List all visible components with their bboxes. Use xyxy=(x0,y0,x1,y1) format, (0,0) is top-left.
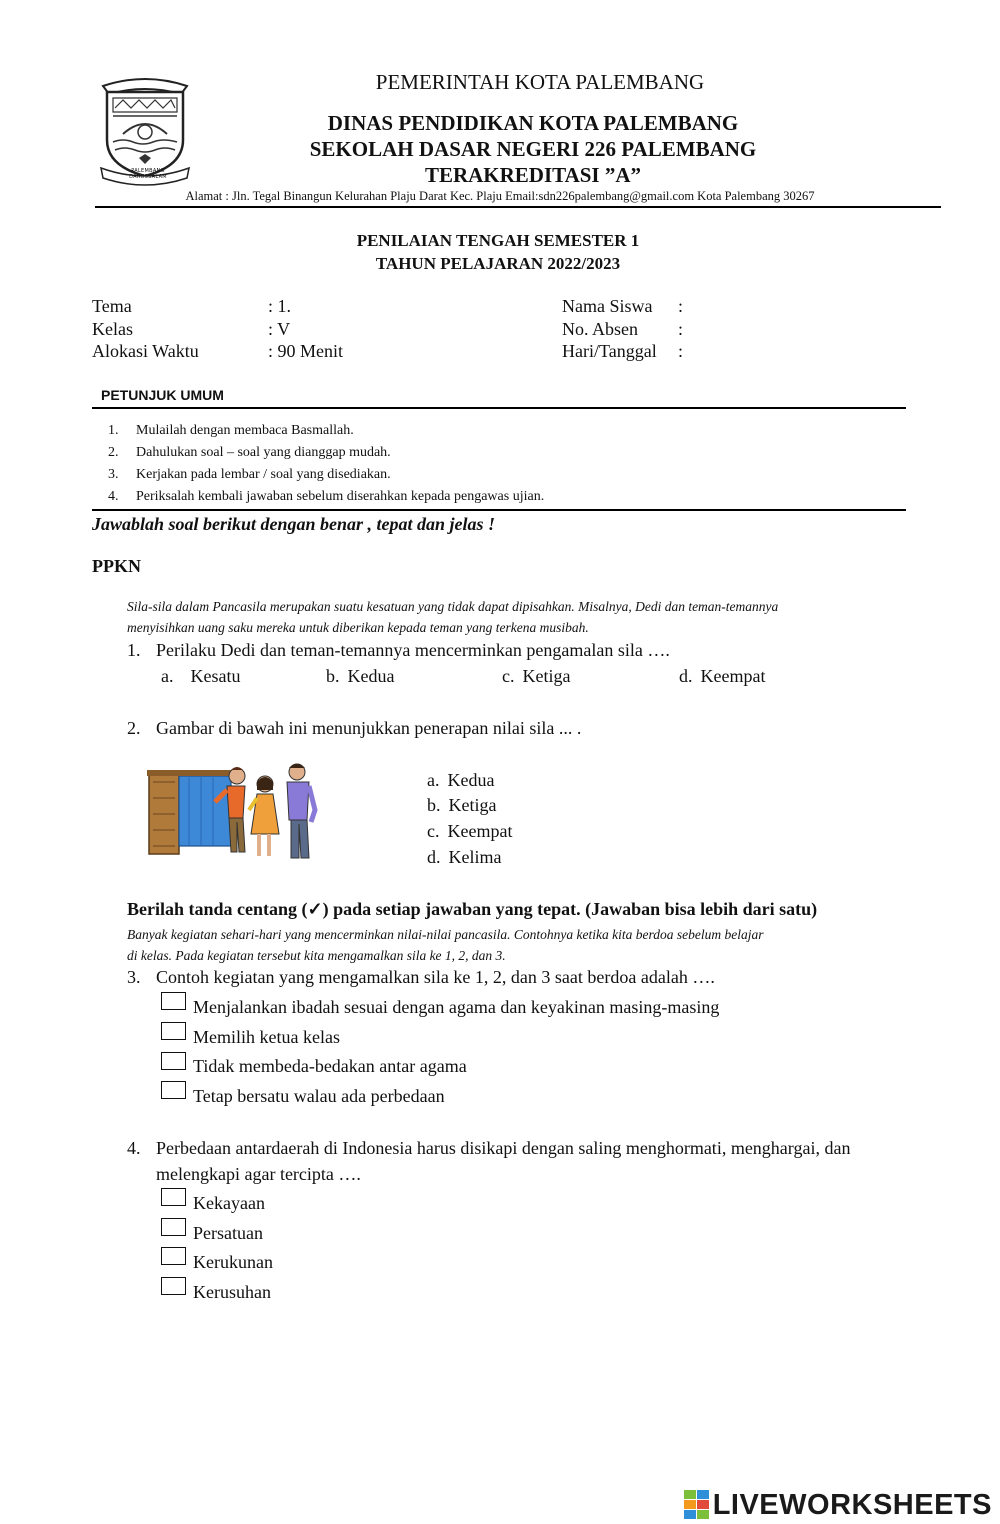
question-3-number: 3. xyxy=(127,967,141,987)
q3-checkbox-1[interactable] xyxy=(161,992,186,1010)
info-value-nama[interactable]: : xyxy=(678,296,684,316)
accreditation-heading: TERAKREDITASI ”A” xyxy=(424,163,642,187)
q4-checkbox-4[interactable] xyxy=(161,1277,186,1295)
info-label-nama: Nama Siswa xyxy=(562,296,653,316)
q1-option-a[interactable]: a. Kesatu xyxy=(161,666,241,686)
list-item: 2. Dahulukan soal – soal yang dianggap mudah. xyxy=(108,445,391,460)
q3-option-2: Memilih ketua kelas xyxy=(193,1027,340,1047)
info-value-tema: : 1. xyxy=(268,296,292,316)
instructions-bottom-divider xyxy=(92,509,906,511)
story-text-1: Sila-sila dalam Pancasila merupakan suatu kesatuan yang tidak dapat dipisahkan. Misalnya, Dedi dan teman-temannya menyisihkan uang saku mereka untuk diberikan kepada teman yang terkena musibah. xyxy=(127,599,779,635)
q2-option-c[interactable]: c. Keempat xyxy=(427,821,513,841)
q4-option-4: Kerusuhan xyxy=(193,1282,271,1302)
list-item: 1. Mulailah dengan membaca Basmallah. xyxy=(108,423,354,438)
q4-option-2: Persatuan xyxy=(193,1223,263,1243)
q4-checkbox-1[interactable] xyxy=(161,1188,186,1206)
q4-checkbox-2[interactable] xyxy=(161,1218,186,1236)
checkbox-section-heading: Berilah tanda centang (✓) pada setiap jawaban yang tepat. (Jawaban bisa lebih dari satu) xyxy=(127,899,818,919)
liveworksheets-logo-icon xyxy=(684,1490,710,1520)
info-label-absen: No. Absen xyxy=(562,319,638,339)
info-value-kelas: : V xyxy=(268,319,291,339)
story-text-2: Banyak kegiatan sehari-hari yang mencerminkan nilai-nilai pancasila. Contohnya ketika kita berdoa sebelum belajar di kelas. Pada kegiatan tersebut kita mengamalkan sila ke 1, 2, dan 3. xyxy=(127,927,764,963)
question-1-number: 1. xyxy=(127,640,141,660)
header-divider xyxy=(95,206,941,208)
q3-checkbox-2[interactable] xyxy=(161,1022,186,1040)
info-label-alokasi: Alokasi Waktu xyxy=(92,341,199,361)
q4-option-1: Kekayaan xyxy=(193,1193,265,1213)
liveworksheets-watermark xyxy=(684,1488,992,1522)
question-2-text: Gambar di bawah ini menunjukkan penerapan nilai sila ... . xyxy=(156,718,582,738)
info-value-absen[interactable]: : xyxy=(678,319,684,339)
q1-option-d[interactable]: d. Keempat xyxy=(679,666,766,686)
info-value-alokasi: : 90 Menit xyxy=(268,341,343,361)
q4-checkbox-3[interactable] xyxy=(161,1247,186,1265)
q3-checkbox-3[interactable] xyxy=(161,1052,186,1070)
exam-year: TAHUN PELAJARAN 2022/2023 xyxy=(375,254,621,273)
voting-booth-illustration xyxy=(145,762,320,866)
info-label-tanggal: Hari/Tanggal xyxy=(562,341,657,361)
q2-option-d[interactable]: d. Kelima xyxy=(427,847,502,867)
subject-heading: PPKN xyxy=(92,556,141,576)
q1-option-c[interactable]: c. Ketiga xyxy=(502,666,571,686)
info-label-kelas: Kelas xyxy=(92,319,133,339)
q3-option-3: Tidak membeda-bedakan antar agama xyxy=(193,1056,467,1076)
watermark-text: LIVEWORKSHEETS xyxy=(712,1488,992,1521)
question-4-number: 4. xyxy=(127,1138,141,1158)
general-instructions-list xyxy=(108,420,544,508)
q3-option-1: Menjalankan ibadah sesuai dengan agama dan keyakinan masing-masing xyxy=(193,997,720,1017)
instructions-top-divider xyxy=(92,407,906,409)
answer-instruction: Jawablah soal berikut dengan benar , tepat dan jelas ! xyxy=(92,514,496,534)
q3-option-4: Tetap bersatu walau ada perbedaan xyxy=(193,1086,445,1106)
q4-option-3: Kerukunan xyxy=(193,1252,273,1272)
school-heading: SEKOLAH DASAR NEGERI 226 PALEMBANG xyxy=(309,137,757,161)
q2-option-b[interactable]: b. Ketiga xyxy=(427,795,497,815)
question-1-text: Perilaku Dedi dan teman-temannya mencerminkan pengamalan sila …. xyxy=(156,640,670,660)
agency-heading: DINAS PENDIDIKAN KOTA PALEMBANG xyxy=(327,111,739,135)
q1-option-b[interactable]: b. Kedua xyxy=(326,666,395,686)
question-3-text: Contoh kegiatan yang mengamalkan sila ke 1, 2, dan 3 saat berdoa adalah …. xyxy=(156,967,715,987)
info-value-tanggal[interactable]: : xyxy=(678,341,684,361)
exam-title: PENILAIAN TENGAH SEMESTER 1 xyxy=(356,231,640,250)
general-instructions-title: PETUNJUK UMUM xyxy=(101,387,224,403)
list-item: 4. Periksalah kembali jawaban sebelum diserahkan kepada pengawas ujian. xyxy=(108,489,545,504)
question-4-text-line1: Perbedaan antardaerah di Indonesia harus disikapi dengan saling menghormati, menghargai, dan xyxy=(156,1138,851,1158)
question-2-number: 2. xyxy=(127,718,141,738)
question-4-text-line2: melengkapi agar tercipta …. xyxy=(156,1164,361,1184)
list-item: 3. Kerjakan pada lembar / soal yang disediakan. xyxy=(108,467,391,482)
school-address: Alamat : Jln. Tegal Binangun Kelurahan Plaju Darat Kec. Plaju Email:sdn226palembang@gmail.com Kota Palembang 30267 xyxy=(185,189,815,203)
crest-banner-text: PALEMBANG DARUSSALAM xyxy=(129,168,167,180)
q2-option-a[interactable]: a. Kedua xyxy=(427,770,495,790)
info-label-tema: Tema xyxy=(92,296,132,316)
q3-checkbox-4[interactable] xyxy=(161,1081,186,1099)
government-heading: PEMERINTAH KOTA PALEMBANG xyxy=(375,70,705,94)
